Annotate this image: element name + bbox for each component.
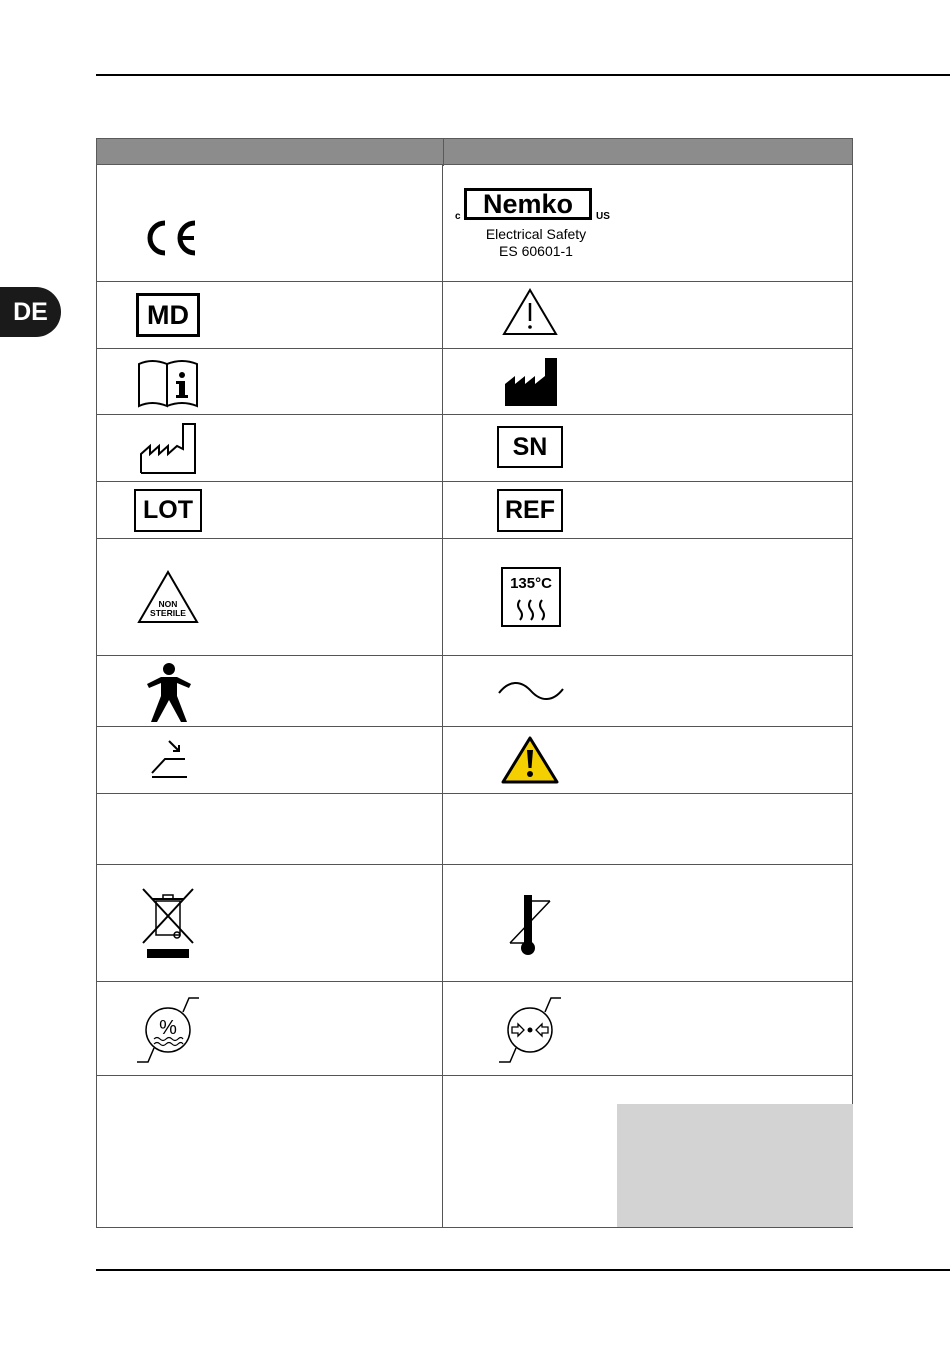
language-tab: DE [0,287,61,337]
table-row [96,349,853,415]
table-row [96,656,853,727]
table-row [96,415,853,482]
nemko-line-1: Electrical Safety [485,226,587,242]
table-cell [443,727,852,793]
table-cell [443,865,852,981]
table-cell [97,415,443,481]
table-cell [443,656,852,726]
header-divider [443,139,444,166]
table-row [96,165,853,282]
table-cell [97,482,443,538]
temperature-text: 135°C [510,575,552,592]
table-cell [443,539,852,655]
table-cell [97,165,443,281]
sterilizable-135c-icon [500,566,562,628]
consult-instructions-icon [136,358,202,410]
foot-switch-icon [147,737,191,779]
temperature-limit-icon [508,893,554,957]
table-cell [443,415,852,481]
weee-disposal-icon [141,887,197,961]
serial-number-icon: SN [497,426,563,468]
table-row [96,727,853,794]
table-header [96,138,853,165]
table-row [96,482,853,539]
table-cell [443,165,852,281]
table-cell [97,282,443,348]
date-of-manufacture-icon [139,422,199,476]
placeholder-block [617,1104,853,1227]
lot-icon: LOT [134,489,202,532]
table-cell [97,349,443,414]
table-cell [443,282,852,348]
alternating-current-icon [497,678,565,704]
table-cell [443,982,852,1075]
md-medical-device-icon: MD [136,293,200,337]
table-row [96,794,853,865]
top-rule [96,74,950,76]
table-cell [97,656,443,726]
table-row [96,865,853,982]
table-cell [97,982,443,1075]
non-sterile-icon [136,569,200,625]
caution-triangle-icon [501,287,559,337]
table-row [96,1076,853,1228]
table-cell [97,539,443,655]
table-cell [443,794,852,864]
warning-yellow-icon [501,735,559,785]
table-cell [443,482,852,538]
table-row [96,982,853,1076]
table-cell [443,349,852,414]
nemko-logo: Nemko [464,188,592,220]
table-row [96,282,853,349]
pressure-limit-icon [497,996,563,1064]
table-cell [97,865,443,981]
non-sterile-text-2: STERILE [150,608,186,618]
humidity-limit-icon [135,996,201,1064]
table-cell [97,1076,443,1227]
non-sterile-text-1: NON [158,599,178,609]
table-row [96,539,853,656]
manufacturer-icon [503,356,559,408]
nemko-line-2: ES 60601-1 [499,243,573,259]
ce-mark-icon [139,218,199,258]
nemko-suffix: US [596,211,610,222]
table-cell [97,794,443,864]
percent-symbol: % [159,1017,177,1039]
table-cell [97,727,443,793]
ref-icon: REF [497,489,563,532]
type-b-applied-part-icon [144,662,194,724]
nemko-prefix: c [455,211,461,222]
bottom-rule [96,1269,950,1271]
